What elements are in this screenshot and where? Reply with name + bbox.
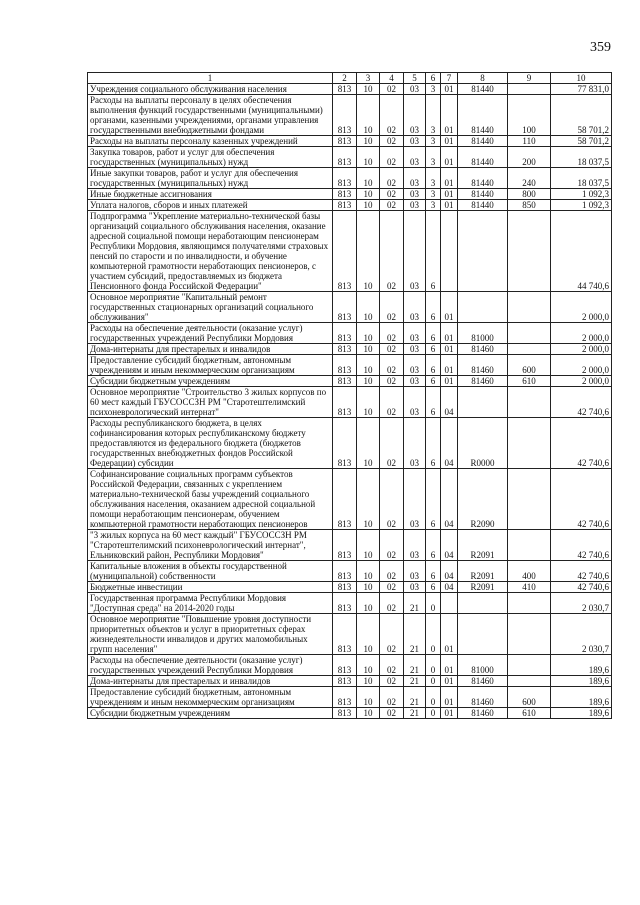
row-value-cell: 6 <box>426 418 441 469</box>
row-value-cell: 03 <box>404 355 426 376</box>
row-value-cell: 6 <box>426 376 441 387</box>
table-row <box>88 84 612 95</box>
row-value-cell: 10 <box>357 530 380 561</box>
row-value-cell: 0 <box>426 614 441 655</box>
row-value-cell: 813 <box>333 136 357 147</box>
column-header: 10 <box>551 73 612 84</box>
row-value-cell: 01 <box>441 708 458 719</box>
row-value-cell <box>458 593 508 614</box>
row-name-cell: Дома-интернаты для престарелых и инвалидов <box>88 676 333 687</box>
row-value-cell: 02 <box>380 376 404 387</box>
row-value-cell: 10 <box>357 561 380 582</box>
row-value-cell: 10 <box>357 200 380 211</box>
row-value-cell: 10 <box>357 292 380 323</box>
row-value-cell: 03 <box>404 168 426 189</box>
row-name-cell: Подпрограмма "Укрепление материально-технической базы организаций социального обслуживания населения, оказание адресной социальной помощи неработающим пенсионерам Республики Мордовия, являющимся получателями страховых пенсий по старости и по инвалидности, и обучение компьютерной грамотности неработающих пенсионеров, с участием субсидий, предоставляемых из бюджета Пенсионного фонда Российской Федерации" <box>88 211 333 292</box>
row-value-cell: 81460 <box>458 355 508 376</box>
row-value-cell: 02 <box>380 355 404 376</box>
row-value-cell: 813 <box>333 614 357 655</box>
row-value-cell: 6 <box>426 344 441 355</box>
row-value-cell: 6 <box>426 530 441 561</box>
row-value-cell: 81000 <box>458 323 508 344</box>
row-name-cell: Расходы на выплаты персоналу казенных учреждений <box>88 136 333 147</box>
row-value-cell: 02 <box>380 593 404 614</box>
row-value-cell: 10 <box>357 147 380 168</box>
row-value-cell: 850 <box>508 200 551 211</box>
row-value-cell: 03 <box>404 344 426 355</box>
row-value-cell: 813 <box>333 418 357 469</box>
row-value-cell: 02 <box>380 84 404 95</box>
row-value-cell: 01 <box>441 95 458 136</box>
row-value-cell <box>458 211 508 292</box>
row-value-cell: 81440 <box>458 95 508 136</box>
row-value-cell: 21 <box>404 593 426 614</box>
row-value-cell <box>458 614 508 655</box>
row-name-cell: Субсидии бюджетным учреждениям <box>88 376 333 387</box>
page-number: 359 <box>590 40 611 55</box>
row-value-cell: 100 <box>508 95 551 136</box>
row-value-cell: 410 <box>508 582 551 593</box>
row-value-cell: 42 740,6 <box>551 530 612 561</box>
row-value-cell: 42 740,6 <box>551 582 612 593</box>
row-value-cell: 03 <box>404 292 426 323</box>
row-value-cell <box>508 323 551 344</box>
row-value-cell: 10 <box>357 95 380 136</box>
row-value-cell <box>508 469 551 530</box>
row-name-cell: Дома-интернаты для престарелых и инвалидов <box>88 344 333 355</box>
table-row <box>88 147 612 168</box>
row-value-cell: 2 000,0 <box>551 344 612 355</box>
row-value-cell <box>508 655 551 676</box>
row-value-cell: 610 <box>508 708 551 719</box>
row-value-cell: 21 <box>404 687 426 708</box>
row-value-cell: 189,6 <box>551 708 612 719</box>
row-value-cell <box>508 418 551 469</box>
row-name-cell: Бюджетные инвестиции <box>88 582 333 593</box>
row-value-cell: 6 <box>426 561 441 582</box>
row-value-cell: 6 <box>426 355 441 376</box>
row-value-cell: 03 <box>404 376 426 387</box>
row-value-cell <box>458 387 508 418</box>
row-name-cell: Уплата налогов, сборов и иных платежей <box>88 200 333 211</box>
row-value-cell: 04 <box>441 561 458 582</box>
row-value-cell: 44 740,6 <box>551 211 612 292</box>
row-value-cell: 03 <box>404 418 426 469</box>
row-value-cell: 01 <box>441 376 458 387</box>
row-value-cell: 21 <box>404 614 426 655</box>
row-name-cell: "3 жилых корпуса на 60 мест каждый" ГБУСОССЗН РМ "Старотештелимский психоневрологический интернат", Ельниковский район, Республики Мордовия" <box>88 530 333 561</box>
table-row <box>88 582 612 593</box>
row-value-cell: 01 <box>441 614 458 655</box>
row-value-cell: 03 <box>404 561 426 582</box>
row-value-cell: 81440 <box>458 200 508 211</box>
row-value-cell: 03 <box>404 84 426 95</box>
row-value-cell: 21 <box>404 676 426 687</box>
row-value-cell: 02 <box>380 344 404 355</box>
row-value-cell: 813 <box>333 708 357 719</box>
row-value-cell: 03 <box>404 211 426 292</box>
table-row <box>88 561 612 582</box>
row-value-cell: 813 <box>333 292 357 323</box>
table-row <box>88 530 612 561</box>
row-name-cell: Расходы на обеспечение деятельности (оказание услуг) государственных учреждений Республики Мордовия <box>88 323 333 344</box>
column-header: 2 <box>333 73 357 84</box>
row-value-cell: 813 <box>333 530 357 561</box>
row-value-cell: 81440 <box>458 147 508 168</box>
row-value-cell: 813 <box>333 376 357 387</box>
row-name-cell: Учреждения социального обслуживания населения <box>88 84 333 95</box>
row-value-cell: 2 000,0 <box>551 292 612 323</box>
table-row <box>88 469 612 530</box>
table-body <box>88 84 612 719</box>
row-value-cell: 77 831,0 <box>551 84 612 95</box>
row-value-cell: 21 <box>404 708 426 719</box>
row-value-cell: 0 <box>426 687 441 708</box>
table-row <box>88 211 612 292</box>
row-value-cell: 01 <box>441 344 458 355</box>
row-value-cell: 81440 <box>458 136 508 147</box>
row-value-cell: 02 <box>380 147 404 168</box>
row-value-cell <box>441 593 458 614</box>
row-value-cell: 3 <box>426 136 441 147</box>
row-value-cell: 42 740,6 <box>551 418 612 469</box>
row-value-cell: 10 <box>357 323 380 344</box>
row-value-cell <box>508 530 551 561</box>
row-value-cell: 04 <box>441 582 458 593</box>
row-name-cell: Расходы республиканского бюджета, в целях софинансирования которых республиканскому бюджету предоставляются из федерального бюджета (бюджетов государственных внебюджетных фондов Российской Федерации) субсидии <box>88 418 333 469</box>
row-value-cell: 02 <box>380 561 404 582</box>
row-name-cell: Предоставление субсидий бюджетным, автономным учреждениям и иным некоммерческим организациям <box>88 355 333 376</box>
row-value-cell: 189,6 <box>551 687 612 708</box>
row-value-cell: 03 <box>404 387 426 418</box>
row-value-cell: 81460 <box>458 376 508 387</box>
row-value-cell: 10 <box>357 418 380 469</box>
row-value-cell: 03 <box>404 189 426 200</box>
row-value-cell: 42 740,6 <box>551 387 612 418</box>
table-row <box>88 168 612 189</box>
row-value-cell: 813 <box>333 387 357 418</box>
row-value-cell: 6 <box>426 292 441 323</box>
row-value-cell <box>508 84 551 95</box>
row-value-cell: 400 <box>508 561 551 582</box>
row-value-cell: 6 <box>426 469 441 530</box>
row-value-cell: 1 092,3 <box>551 189 612 200</box>
row-value-cell: 0 <box>426 593 441 614</box>
column-header: 6 <box>426 73 441 84</box>
row-name-cell: Капитальные вложения в объекты государственной (муниципальной) собственности <box>88 561 333 582</box>
row-value-cell: 813 <box>333 355 357 376</box>
row-value-cell: 81460 <box>458 687 508 708</box>
row-value-cell: 02 <box>380 323 404 344</box>
row-value-cell: 1 092,3 <box>551 200 612 211</box>
row-name-cell: Основное мероприятие "Капитальный ремонт государственных стационарных организаций социального обслуживания" <box>88 292 333 323</box>
row-value-cell: 2 000,0 <box>551 355 612 376</box>
row-value-cell: 03 <box>404 469 426 530</box>
row-value-cell: 10 <box>357 344 380 355</box>
column-header: 9 <box>508 73 551 84</box>
row-value-cell: 02 <box>380 687 404 708</box>
row-name-cell: Основное мероприятие "Повышение уровня доступности приоритетных объектов и услуг в приоритетных сферах жизнедеятельности инвалидов и других маломобильных групп населения" <box>88 614 333 655</box>
row-value-cell: 03 <box>404 200 426 211</box>
row-value-cell: 02 <box>380 136 404 147</box>
row-name-cell: Расходы на обеспечение деятельности (оказание услуг) государственных учреждений Республики Мордовия <box>88 655 333 676</box>
row-value-cell: 6 <box>426 582 441 593</box>
row-value-cell: 02 <box>380 582 404 593</box>
row-value-cell: 0 <box>426 708 441 719</box>
row-value-cell: 3 <box>426 84 441 95</box>
row-value-cell <box>508 344 551 355</box>
row-value-cell: 2 030,7 <box>551 593 612 614</box>
row-name-cell: Расходы на выплаты персоналу в целях обеспечения выполнения функций государственными (муниципальными) органами, казенными учреждениями, органами управления государственными внебюджетными фондами <box>88 95 333 136</box>
row-value-cell: 813 <box>333 323 357 344</box>
row-value-cell: 10 <box>357 168 380 189</box>
row-value-cell: 02 <box>380 200 404 211</box>
row-value-cell: 813 <box>333 676 357 687</box>
table-row <box>88 323 612 344</box>
column-header: 3 <box>357 73 380 84</box>
row-value-cell: 10 <box>357 469 380 530</box>
row-value-cell: 813 <box>333 593 357 614</box>
row-value-cell: 81460 <box>458 676 508 687</box>
row-value-cell: 18 037,5 <box>551 168 612 189</box>
row-value-cell: 813 <box>333 95 357 136</box>
row-value-cell: 02 <box>380 655 404 676</box>
row-value-cell: 02 <box>380 211 404 292</box>
row-value-cell: 813 <box>333 344 357 355</box>
row-value-cell: 10 <box>357 687 380 708</box>
row-value-cell: 02 <box>380 676 404 687</box>
row-value-cell: 610 <box>508 376 551 387</box>
row-value-cell: 03 <box>404 136 426 147</box>
table-row <box>88 200 612 211</box>
table-row <box>88 292 612 323</box>
row-value-cell: 813 <box>333 211 357 292</box>
table-row <box>88 95 612 136</box>
row-value-cell: 2 000,0 <box>551 376 612 387</box>
table-row <box>88 655 612 676</box>
row-value-cell: R2091 <box>458 530 508 561</box>
row-value-cell: 02 <box>380 418 404 469</box>
table-row <box>88 676 612 687</box>
row-value-cell: 10 <box>357 708 380 719</box>
row-value-cell: 10 <box>357 189 380 200</box>
row-value-cell: 02 <box>380 708 404 719</box>
column-header: 8 <box>458 73 508 84</box>
row-value-cell: 21 <box>404 655 426 676</box>
row-name-cell: Основное мероприятие "Строительство 3 жилых корпусов по 60 мест каждый ГБУСОССЗН РМ "Старотештелимский психоневрологический интернат" <box>88 387 333 418</box>
row-value-cell: 3 <box>426 95 441 136</box>
row-value-cell: 6 <box>426 211 441 292</box>
row-value-cell <box>458 292 508 323</box>
row-value-cell: 800 <box>508 189 551 200</box>
row-value-cell: 03 <box>404 323 426 344</box>
table-row <box>88 355 612 376</box>
row-value-cell: 58 701,2 <box>551 95 612 136</box>
row-value-cell: 813 <box>333 561 357 582</box>
row-value-cell: 813 <box>333 189 357 200</box>
column-header: 1 <box>88 73 333 84</box>
row-value-cell: 0 <box>426 655 441 676</box>
row-value-cell: 81460 <box>458 344 508 355</box>
row-value-cell: 813 <box>333 469 357 530</box>
row-value-cell: 02 <box>380 95 404 136</box>
table-row <box>88 344 612 355</box>
row-value-cell: 600 <box>508 355 551 376</box>
row-value-cell: 3 <box>426 200 441 211</box>
row-value-cell <box>508 614 551 655</box>
row-value-cell: 58 701,2 <box>551 136 612 147</box>
row-value-cell: 2 030,7 <box>551 614 612 655</box>
row-value-cell: 10 <box>357 136 380 147</box>
row-value-cell: 04 <box>441 418 458 469</box>
row-value-cell: 813 <box>333 147 357 168</box>
table-row <box>88 614 612 655</box>
table-row <box>88 136 612 147</box>
row-value-cell: 01 <box>441 84 458 95</box>
row-value-cell: R2090 <box>458 469 508 530</box>
table-row <box>88 593 612 614</box>
row-value-cell: 10 <box>357 355 380 376</box>
row-value-cell: 10 <box>357 376 380 387</box>
row-value-cell: 6 <box>426 387 441 418</box>
row-value-cell: 01 <box>441 189 458 200</box>
row-value-cell: R2091 <box>458 561 508 582</box>
row-value-cell: 240 <box>508 168 551 189</box>
row-value-cell: 813 <box>333 687 357 708</box>
row-value-cell: 01 <box>441 323 458 344</box>
row-value-cell: 01 <box>441 292 458 323</box>
column-header: 5 <box>404 73 426 84</box>
row-value-cell: 6 <box>426 323 441 344</box>
row-value-cell: 10 <box>357 593 380 614</box>
row-value-cell: 81440 <box>458 189 508 200</box>
row-value-cell: 10 <box>357 614 380 655</box>
row-value-cell: 10 <box>357 655 380 676</box>
row-name-cell: Иные закупки товаров, работ и услуг для обеспечения государственных (муниципальных) нужд <box>88 168 333 189</box>
table-row <box>88 708 612 719</box>
row-value-cell: 03 <box>404 147 426 168</box>
table-row <box>88 189 612 200</box>
row-name-cell: Закупка товаров, работ и услуг для обеспечения государственных (муниципальных) нужд <box>88 147 333 168</box>
row-value-cell: R2091 <box>458 582 508 593</box>
row-value-cell: 10 <box>357 84 380 95</box>
row-value-cell: 10 <box>357 676 380 687</box>
table-row <box>88 387 612 418</box>
row-name-cell: Софинансирование социальных программ субъектов Российской Федерации, связанных с укреплением материально-технической базы учреждений социального обслуживания населения, оказанием адресной социальной помощи неработающим пенсионерам, обучением компьютерной грамотности неработающих пенсионеров <box>88 469 333 530</box>
row-value-cell: 01 <box>441 687 458 708</box>
row-value-cell: 81440 <box>458 168 508 189</box>
row-value-cell: 03 <box>404 582 426 593</box>
row-value-cell: 01 <box>441 655 458 676</box>
row-value-cell: 189,6 <box>551 676 612 687</box>
row-value-cell: 3 <box>426 168 441 189</box>
table-row <box>88 687 612 708</box>
row-value-cell <box>508 676 551 687</box>
row-value-cell: 813 <box>333 200 357 211</box>
row-value-cell: 01 <box>441 200 458 211</box>
row-value-cell: 42 740,6 <box>551 561 612 582</box>
row-value-cell: 3 <box>426 189 441 200</box>
row-value-cell: 02 <box>380 189 404 200</box>
row-value-cell: 189,6 <box>551 655 612 676</box>
row-value-cell: 01 <box>441 168 458 189</box>
row-value-cell: 02 <box>380 292 404 323</box>
row-value-cell: 813 <box>333 168 357 189</box>
row-value-cell: 10 <box>357 582 380 593</box>
row-value-cell: 3 <box>426 147 441 168</box>
row-value-cell <box>508 387 551 418</box>
row-value-cell: 02 <box>380 387 404 418</box>
row-value-cell: 81460 <box>458 708 508 719</box>
row-value-cell: 10 <box>357 387 380 418</box>
row-value-cell <box>508 211 551 292</box>
row-value-cell: 02 <box>380 614 404 655</box>
row-value-cell: 813 <box>333 655 357 676</box>
row-value-cell: 0 <box>426 676 441 687</box>
row-value-cell: 02 <box>380 469 404 530</box>
table-row <box>88 376 612 387</box>
row-value-cell: 03 <box>404 530 426 561</box>
row-value-cell: 03 <box>404 95 426 136</box>
row-value-cell: 01 <box>441 676 458 687</box>
row-value-cell: 04 <box>441 530 458 561</box>
column-header: 4 <box>380 73 404 84</box>
row-name-cell: Иные бюджетные ассигнования <box>88 189 333 200</box>
row-value-cell: 813 <box>333 84 357 95</box>
row-value-cell: 10 <box>357 211 380 292</box>
row-value-cell: R0000 <box>458 418 508 469</box>
row-value-cell: 04 <box>441 387 458 418</box>
row-value-cell: 01 <box>441 147 458 168</box>
header-row <box>88 73 612 84</box>
row-value-cell: 04 <box>441 469 458 530</box>
row-value-cell: 01 <box>441 355 458 376</box>
row-value-cell: 18 037,5 <box>551 147 612 168</box>
row-value-cell: 02 <box>380 168 404 189</box>
row-value-cell: 813 <box>333 582 357 593</box>
row-value-cell: 2 000,0 <box>551 323 612 344</box>
column-header: 7 <box>441 73 458 84</box>
row-value-cell: 200 <box>508 147 551 168</box>
row-name-cell: Субсидии бюджетным учреждениям <box>88 708 333 719</box>
row-name-cell: Государственная программа Республики Мордовия "Доступная среда" на 2014-2020 годы <box>88 593 333 614</box>
table-row <box>88 418 612 469</box>
row-value-cell: 81000 <box>458 655 508 676</box>
row-value-cell: 81440 <box>458 84 508 95</box>
row-value-cell <box>508 593 551 614</box>
row-value-cell <box>441 211 458 292</box>
row-value-cell: 110 <box>508 136 551 147</box>
row-value-cell: 42 740,6 <box>551 469 612 530</box>
row-value-cell: 01 <box>441 136 458 147</box>
row-name-cell: Предоставление субсидий бюджетным, автономным учреждениям и иным некоммерческим организациям <box>88 687 333 708</box>
row-value-cell: 600 <box>508 687 551 708</box>
budget-table <box>87 72 612 719</box>
row-value-cell: 02 <box>380 530 404 561</box>
row-value-cell <box>508 292 551 323</box>
